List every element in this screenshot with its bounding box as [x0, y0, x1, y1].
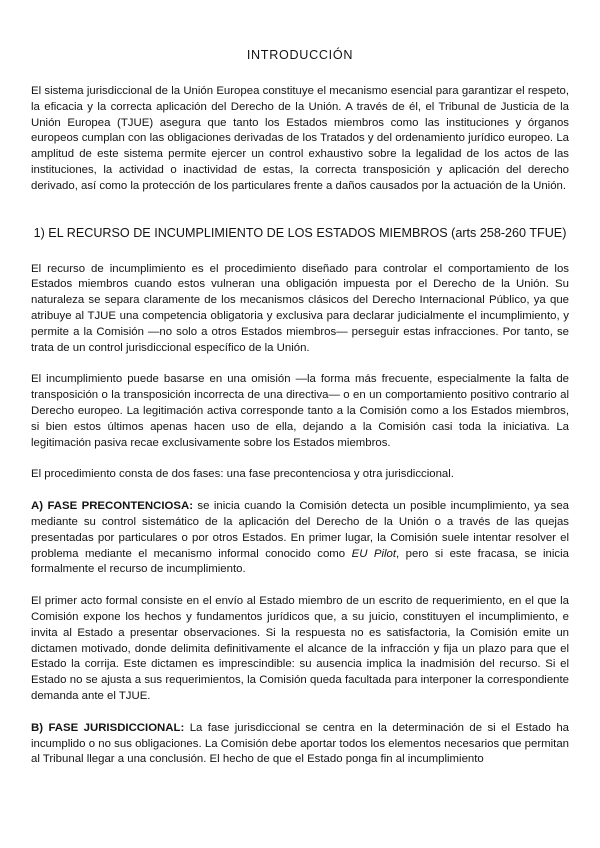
spacer — [31, 578, 569, 594]
paragraph-1: El recurso de incumplimiento es el procedimiento diseñado para controlar el comportamiento de los Estados miembros cuando estos vulneran una obligación impuesta por el Derecho de la Unión. Su naturaleza se separa claramente de los mecanismos clásicos del Derecho Internacional Público, ya que atribuye al TJUE una competencia obligatoria y exclusiva para declarar judicialmente el incumplimiento, y permite a la Comisión —no solo a otros Estados miembros— perseguir estas infracciones. Por tanto, se trata de un control jurisdiccional específico de la Unión. — [31, 262, 569, 354]
page-title: INTRODUCCIÓN — [246, 48, 354, 62]
eu-pilot-term: EU Pilot — [351, 547, 397, 560]
phase-b-paragraph — [31, 721, 569, 768]
section-heading: 1) EL RECURSO DE INCUMPLIMIENTO DE LOS ESTADOS MIEMBROS (arts 258-260 TFUE) — [33, 225, 567, 240]
phase-a-label: A) FASE PRECONTENCIOSA: — [31, 500, 193, 513]
paragraph-4: El primer acto formal consiste en el envío al Estado miembro de un escrito de requerimiento, en el que la Comisión expone los hechos y fundamentos jurídicos que, a su juicio, constituyen el incumplimiento, e invita al Estado a presentar observaciones. Si la respuesta no es satisfactoria, la Comisión emite un dictamen motivado, donde delimita definitivamente el alcance de la infracción y fija un plazo para que el Estado la corrija. Este dictamen es imprescindible: su ausencia implica la inadmisión del recurso. Si el Estado no se ajusta a sus requerimientos, la Comisión queda facultada para interponer la correspondiente demanda ante el TJUE. — [31, 595, 569, 702]
paragraph-2: El incumplimiento puede basarse en una omisión —la forma más frecuente, especialmente la falta de transposición o la transposición incorrecta de una directiva— o en un comportamiento positivo contrario al Derecho europeo. La legitimación activa corresponde tanto a la Comisión como a los Estados miembros, si bien estos últimos apenas hacen uso de ella, dejando a la Comisión casi toda la iniciativa. La legitimación pasiva recae exclusivamente sobre los Estados miembros. — [31, 373, 569, 449]
spacer — [31, 705, 569, 721]
phase-b-text: La fase jurisdiccional se centra en la determinación de si el Estado ha incumplido o no sus obligaciones. La Comisión debe aportar todos los elementos necesarios que permitan al Tribunal llegar a una conclusión. El hecho de que el Estado ponga fin al incumplimiento — [31, 721, 569, 766]
phase-a-text: se inicia cuando la Comisión detecta un posible incumplimiento, ya sea mediante su control sistemático de la aplicación del Derecho de la Unión o a través de las quejas presentadas por particulares o por otros Estados. En primer lugar, la Comisión suele intentar resolver el problema mediante el mecanismo informal conocido como — [31, 500, 569, 560]
document-page — [31, 47, 569, 768]
intro-paragraph: El sistema jurisdiccional de la Unión Europea constituye el mecanismo esencial para garantizar el respeto, la eficacia y la correcta aplicación del Derecho de la Unión. A través de él, el Tribunal de Justicia de la Unión Europea (TJUE) asegura que tanto los Estados miembros como las instituciones y órganos europeos cumplan con las obligaciones derivadas de los Tratados y del ordenamiento jurídico europeo. La amplitud de este sistema permite ejercer un control exhaustivo sobre la legalidad de los actos de las instituciones, la actividad o inactividad de estas, la correcta transposición y aplicación del derecho derivado, así como la protección de los particulares frente a daños causados por la actuación de la Unión. — [31, 85, 569, 192]
phase-a-paragraph — [31, 499, 569, 578]
paragraph-3: El procedimiento consta de dos fases: una fase precontenciosa y otra jurisdiccional. — [31, 468, 454, 481]
spacer — [31, 356, 569, 372]
phase-a-text-end: , pero si este fracasa, se inicia formalmente el recurso de incumplimiento. — [31, 547, 569, 576]
spacer — [31, 451, 569, 467]
spacer — [31, 483, 569, 499]
phase-b-label: B) FASE JURISDICCIONAL: — [31, 721, 185, 734]
